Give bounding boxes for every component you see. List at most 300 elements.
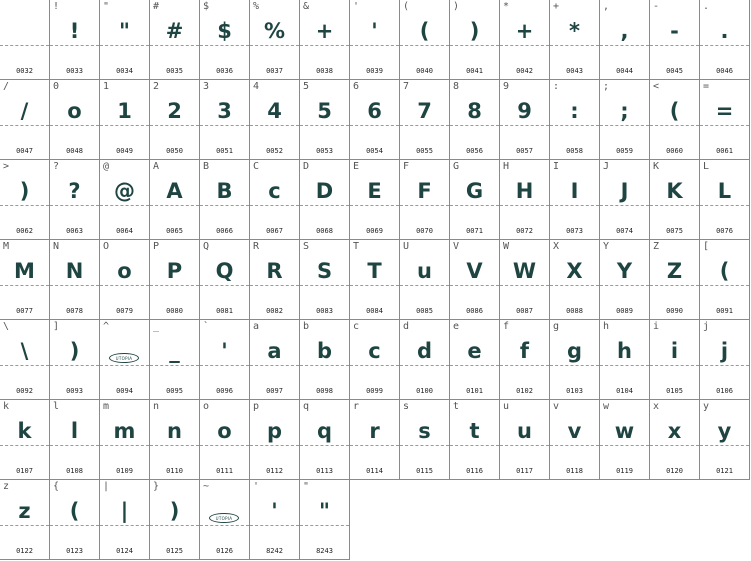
glyph-codepoint: 0039 <box>366 67 383 75</box>
glyph-sample: B <box>216 179 233 203</box>
glyph-cell <box>600 160 650 240</box>
glyph-char-label: n <box>153 401 160 412</box>
baseline-guide <box>250 365 299 366</box>
glyph-codepoint: 0041 <box>466 67 483 75</box>
glyph-cell <box>450 240 500 320</box>
glyph-codepoint: 0038 <box>316 67 333 75</box>
baseline-guide <box>100 205 149 206</box>
glyph-codepoint: 0054 <box>366 147 383 155</box>
baseline-guide <box>550 45 599 46</box>
baseline-guide <box>50 45 99 46</box>
glyph-sample: ' <box>371 19 378 43</box>
baseline-guide <box>300 285 349 286</box>
baseline-guide <box>300 445 349 446</box>
glyph-char-label: & <box>303 1 310 12</box>
glyph-char-label: ? <box>53 161 60 172</box>
glyph-codepoint: 0126 <box>216 547 233 555</box>
glyph-cell <box>50 480 100 560</box>
baseline-guide <box>600 205 649 206</box>
glyph-cell <box>650 400 700 480</box>
glyph-char-label: D <box>303 161 310 172</box>
baseline-guide <box>500 125 549 126</box>
glyph-cell <box>50 160 100 240</box>
glyph-char-label: - <box>653 1 660 12</box>
glyph-codepoint: 0114 <box>366 467 383 475</box>
glyph-codepoint: 0096 <box>216 387 233 395</box>
glyph-cell <box>300 480 350 560</box>
glyph-char-label: ^ <box>103 321 110 332</box>
glyph-cell <box>500 160 550 240</box>
glyph-sample: h <box>617 339 632 363</box>
glyph-char-label: i <box>653 321 660 332</box>
glyph-char-label: I <box>553 161 560 172</box>
glyph-sample: 7 <box>417 99 432 123</box>
baseline-guide <box>450 45 499 46</box>
glyph-codepoint: 0037 <box>266 67 283 75</box>
glyph-char-label: b <box>303 321 310 332</box>
baseline-guide <box>0 45 49 46</box>
glyph-codepoint: 0043 <box>566 67 583 75</box>
glyph-codepoint: 0032 <box>16 67 33 75</box>
glyph-char-label: 1 <box>103 81 110 92</box>
baseline-guide <box>150 125 199 126</box>
glyph-codepoint: 8243 <box>316 547 333 555</box>
glyph-char-label: s <box>403 401 410 412</box>
baseline-guide <box>400 125 449 126</box>
glyph-codepoint: 0044 <box>616 67 633 75</box>
glyph-codepoint: 0123 <box>66 547 83 555</box>
glyph-codepoint: 0094 <box>116 387 133 395</box>
glyph-sample: W <box>512 259 537 283</box>
baseline-guide <box>200 445 249 446</box>
glyph-sample: r <box>369 419 380 443</box>
glyph-codepoint: 0059 <box>616 147 633 155</box>
glyph-sample: c <box>268 179 281 203</box>
baseline-guide <box>600 125 649 126</box>
baseline-guide <box>300 365 349 366</box>
glyph-codepoint: 0106 <box>716 387 733 395</box>
baseline-guide <box>150 285 199 286</box>
baseline-guide <box>500 285 549 286</box>
glyph-char-label: a <box>253 321 260 332</box>
glyph-cell <box>100 400 150 480</box>
glyph-char-label: T <box>353 241 360 252</box>
glyph-cell <box>400 160 450 240</box>
glyph-cell <box>550 400 600 480</box>
glyph-sample: = <box>715 99 734 123</box>
glyph-sample: l <box>70 419 79 443</box>
glyph-char-label: H <box>503 161 510 172</box>
glyph-char-label: S <box>303 241 310 252</box>
glyph-codepoint: 0070 <box>416 227 433 235</box>
baseline-guide <box>200 205 249 206</box>
glyph-codepoint: 0050 <box>166 147 183 155</box>
glyph-codepoint: 0124 <box>116 547 133 555</box>
glyph-char-label: / <box>3 81 10 92</box>
glyph-codepoint: 0075 <box>666 227 683 235</box>
glyph-char-label: c <box>353 321 360 332</box>
glyph-char-label: e <box>453 321 460 332</box>
glyph-cell <box>600 400 650 480</box>
baseline-guide <box>650 205 699 206</box>
glyph-sample: D <box>315 179 334 203</box>
glyph-sample: ( <box>69 499 80 523</box>
glyph-char-label: @ <box>103 161 110 172</box>
glyph-cell <box>650 240 700 320</box>
glyph-codepoint: 0092 <box>16 387 33 395</box>
glyph-char-label: | <box>103 481 110 492</box>
glyph-cell <box>50 80 100 160</box>
glyph-char-label: ) <box>453 1 460 12</box>
glyph-codepoint: 0079 <box>116 307 133 315</box>
glyph-char-label: Z <box>653 241 660 252</box>
baseline-guide <box>300 525 349 526</box>
glyph-cell <box>400 0 450 80</box>
glyph-codepoint: 0071 <box>466 227 483 235</box>
glyph-cell <box>500 240 550 320</box>
baseline-guide <box>450 445 499 446</box>
glyph-char-label: P <box>153 241 160 252</box>
glyph-cell <box>700 0 750 80</box>
glyph-codepoint: 0078 <box>66 307 83 315</box>
glyph-sample: 1 <box>117 99 132 123</box>
baseline-guide <box>300 45 349 46</box>
glyph-cell <box>550 320 600 400</box>
glyph-cell <box>300 80 350 160</box>
glyph-sample: v <box>567 419 582 443</box>
glyph-char-label: \ <box>3 321 10 332</box>
glyph-codepoint: 0110 <box>166 467 183 475</box>
glyph-sample: f <box>519 339 530 363</box>
glyph-char-label: [ <box>703 241 710 252</box>
glyph-sample: T <box>367 259 382 283</box>
baseline-guide <box>100 445 149 446</box>
glyph-sample: R <box>266 259 283 283</box>
glyph-sample: ) <box>19 179 30 203</box>
glyph-cell <box>200 320 250 400</box>
glyph-codepoint: 0111 <box>216 467 233 475</box>
glyph-sample: a <box>267 339 282 363</box>
baseline-guide <box>650 365 699 366</box>
glyph-cell <box>150 480 200 560</box>
baseline-guide <box>550 285 599 286</box>
baseline-guide <box>550 445 599 446</box>
glyph-sample: ) <box>69 339 80 363</box>
glyph-char-label: r <box>353 401 360 412</box>
glyph-sample: \ <box>20 339 29 363</box>
glyph-codepoint: 0065 <box>166 227 183 235</box>
glyph-cell <box>150 160 200 240</box>
glyph-sample <box>0 17 49 45</box>
glyph-sample: A <box>166 179 183 203</box>
glyph-char-label: 9 <box>503 81 510 92</box>
glyph-codepoint: 0035 <box>166 67 183 75</box>
glyph-codepoint: 0121 <box>716 467 733 475</box>
glyph-sample: 3 <box>217 99 232 123</box>
glyph-codepoint: 0058 <box>566 147 583 155</box>
baseline-guide <box>550 365 599 366</box>
glyph-sample: 6 <box>367 99 382 123</box>
glyph-codepoint: 0045 <box>666 67 683 75</box>
baseline-guide <box>50 445 99 446</box>
glyph-codepoint: 0061 <box>716 147 733 155</box>
glyph-codepoint: 8242 <box>266 547 283 555</box>
glyph-cell <box>350 240 400 320</box>
glyph-codepoint: 0047 <box>16 147 33 155</box>
glyph-cell <box>650 0 700 80</box>
glyph-codepoint: 0083 <box>316 307 333 315</box>
glyph-char-label: Q <box>203 241 210 252</box>
glyph-codepoint: 0033 <box>66 67 83 75</box>
glyph-cell <box>0 160 50 240</box>
glyph-codepoint: 0113 <box>316 467 333 475</box>
glyph-char-label: ' <box>353 1 360 12</box>
glyph-codepoint: 0116 <box>466 467 483 475</box>
glyph-char-label: 0 <box>53 81 60 92</box>
glyph-codepoint: 0072 <box>516 227 533 235</box>
glyph-sample: d <box>416 339 433 363</box>
glyph-cell <box>250 480 300 560</box>
glyph-sample: / <box>20 99 29 123</box>
glyph-sample: 9 <box>517 99 532 123</box>
baseline-guide <box>100 285 149 286</box>
glyph-codepoint: 0036 <box>216 67 233 75</box>
baseline-guide <box>400 445 449 446</box>
glyph-cell <box>350 0 400 80</box>
glyph-char-label: t <box>453 401 460 412</box>
glyph-codepoint: 0125 <box>166 547 183 555</box>
glyph-char-label: 5 <box>303 81 310 92</box>
glyph-cell <box>250 160 300 240</box>
glyph-sample: : <box>570 99 579 123</box>
glyph-codepoint: 0082 <box>266 307 283 315</box>
baseline-guide <box>500 365 549 366</box>
baseline-guide <box>200 125 249 126</box>
glyph-sample: E <box>367 179 382 203</box>
glyph-cell <box>0 480 50 560</box>
glyph-sample: L <box>717 179 732 203</box>
utopia-logo-glyph <box>209 513 239 523</box>
glyph-cell <box>300 160 350 240</box>
glyph-codepoint: 0051 <box>216 147 233 155</box>
baseline-guide <box>400 205 449 206</box>
glyph-sample: . <box>720 19 729 43</box>
glyph-sample: g <box>566 339 583 363</box>
glyph-codepoint: 0080 <box>166 307 183 315</box>
baseline-guide <box>650 445 699 446</box>
glyph-cell <box>50 240 100 320</box>
glyph-char-label: K <box>653 161 660 172</box>
glyph-char-label: X <box>553 241 560 252</box>
baseline-guide <box>350 125 399 126</box>
glyph-codepoint: 0115 <box>416 467 433 475</box>
baseline-guide <box>150 205 199 206</box>
baseline-guide <box>150 45 199 46</box>
glyph-sample: Z <box>666 259 683 283</box>
glyph-codepoint: 0057 <box>516 147 533 155</box>
glyph-cell <box>250 320 300 400</box>
glyph-codepoint: 0055 <box>416 147 433 155</box>
glyph-char-label: w <box>603 401 610 412</box>
glyph-char-label: ' <box>253 481 260 492</box>
glyph-cell <box>350 160 400 240</box>
baseline-guide <box>50 125 99 126</box>
glyph-sample: 4 <box>267 99 282 123</box>
glyph-char-label: > <box>3 161 10 172</box>
baseline-guide <box>100 365 149 366</box>
glyph-sample: 2 <box>167 99 182 123</box>
glyph-char-label: $ <box>203 1 210 12</box>
glyph-cell <box>200 480 250 560</box>
glyph-sample: u <box>517 419 532 443</box>
glyph-cell <box>200 240 250 320</box>
glyph-cell <box>100 0 150 80</box>
baseline-guide <box>150 525 199 526</box>
glyph-char-label: p <box>253 401 260 412</box>
glyph-char-label: d <box>403 321 410 332</box>
glyph-char-label: E <box>353 161 360 172</box>
baseline-guide <box>350 45 399 46</box>
glyph-sample: I <box>570 179 579 203</box>
glyph-cell <box>150 240 200 320</box>
glyph-cell <box>600 0 650 80</box>
glyph-char-label: y <box>703 401 710 412</box>
glyph-cell <box>700 160 750 240</box>
baseline-guide <box>0 285 49 286</box>
glyph-cell <box>200 80 250 160</box>
glyph-cell <box>650 80 700 160</box>
glyph-cell <box>350 320 400 400</box>
baseline-guide <box>50 205 99 206</box>
glyph-cell <box>550 240 600 320</box>
glyph-sample: e <box>467 339 482 363</box>
glyph-char-label: + <box>553 1 560 12</box>
glyph-char-label <box>3 1 9 13</box>
utopia-logo-text: UTOPIA <box>115 355 133 361</box>
glyph-codepoint: 0104 <box>616 387 633 395</box>
glyph-char-label: O <box>103 241 110 252</box>
glyph-codepoint: 0049 <box>116 147 133 155</box>
glyph-char-label: R <box>253 241 260 252</box>
glyph-char-label: U <box>403 241 410 252</box>
glyph-codepoint: 0118 <box>566 467 583 475</box>
glyph-cell <box>450 320 500 400</box>
glyph-codepoint: 0067 <box>266 227 283 235</box>
glyph-cell <box>700 400 750 480</box>
glyph-codepoint: 0081 <box>216 307 233 315</box>
baseline-guide <box>0 445 49 446</box>
glyph-cell <box>150 400 200 480</box>
glyph-char-label: 6 <box>353 81 360 92</box>
baseline-guide <box>350 205 399 206</box>
glyph-cell <box>100 160 150 240</box>
glyph-sample: G <box>465 179 484 203</box>
baseline-guide <box>450 365 499 366</box>
glyph-char-label: B <box>203 161 210 172</box>
glyph-sample: ? <box>68 179 81 203</box>
baseline-guide <box>0 365 49 366</box>
glyph-cell <box>550 80 600 160</box>
glyph-char-label: 3 <box>203 81 210 92</box>
glyph-char-label: < <box>653 81 660 92</box>
glyph-char-label: G <box>453 161 460 172</box>
glyph-cell <box>250 240 300 320</box>
glyph-cell <box>400 240 450 320</box>
glyph-char-label: l <box>53 401 60 412</box>
glyph-char-label: ; <box>603 81 610 92</box>
glyph-codepoint: 0053 <box>316 147 333 155</box>
baseline-guide <box>300 205 349 206</box>
baseline-guide <box>650 285 699 286</box>
baseline-guide <box>500 445 549 446</box>
baseline-guide <box>450 205 499 206</box>
glyph-char-label: A <box>153 161 160 172</box>
glyph-char-label: _ <box>153 321 160 332</box>
glyph-char-label: M <box>3 241 10 252</box>
glyph-cell <box>600 80 650 160</box>
glyph-char-label: q <box>303 401 310 412</box>
glyph-sample: " <box>319 499 330 523</box>
utopia-logo-text: UTOPIA <box>215 515 233 521</box>
glyph-char-label: ] <box>53 321 60 332</box>
glyph-char-label: 8 <box>453 81 460 92</box>
glyph-cell <box>450 0 500 80</box>
glyph-cell <box>100 240 150 320</box>
glyph-codepoint: 0062 <box>16 227 33 235</box>
glyph-codepoint: 0084 <box>366 307 383 315</box>
glyph-cell <box>550 0 600 80</box>
glyph-cell <box>700 80 750 160</box>
glyph-char-label: N <box>53 241 60 252</box>
baseline-guide <box>200 525 249 526</box>
glyph-codepoint: 0086 <box>466 307 483 315</box>
glyph-char-label: h <box>603 321 610 332</box>
baseline-guide <box>600 365 649 366</box>
glyph-char-label: " <box>103 1 110 12</box>
glyph-cell <box>250 400 300 480</box>
baseline-guide <box>450 285 499 286</box>
utopia-logo-glyph <box>109 353 139 363</box>
baseline-guide <box>350 445 399 446</box>
glyph-sample: x <box>667 419 682 443</box>
baseline-guide <box>700 445 749 446</box>
glyph-sample: + <box>315 19 334 43</box>
glyph-sample: K <box>666 179 683 203</box>
glyph-char-label: u <box>503 401 510 412</box>
glyph-codepoint: 0064 <box>116 227 133 235</box>
glyph-sample: 5 <box>317 99 332 123</box>
glyph-codepoint: 0088 <box>566 307 583 315</box>
glyph-codepoint: 0060 <box>666 147 683 155</box>
glyph-char-label: x <box>653 401 660 412</box>
glyph-cell <box>200 160 250 240</box>
glyph-cell <box>600 240 650 320</box>
glyph-sample: t <box>469 419 480 443</box>
baseline-guide <box>250 205 299 206</box>
glyph-sample: M <box>14 259 35 283</box>
glyph-codepoint: 0087 <box>516 307 533 315</box>
glyph-sample: F <box>417 179 432 203</box>
baseline-guide <box>100 45 149 46</box>
glyph-cell <box>650 320 700 400</box>
glyph-sample: | <box>120 499 129 523</box>
glyph-cell <box>250 0 300 80</box>
glyph-sample: H <box>515 179 534 203</box>
glyph-codepoint: 0046 <box>716 67 733 75</box>
glyph-codepoint: 0105 <box>666 387 683 395</box>
glyph-codepoint: 0074 <box>616 227 633 235</box>
glyph-sample: J <box>620 179 629 203</box>
